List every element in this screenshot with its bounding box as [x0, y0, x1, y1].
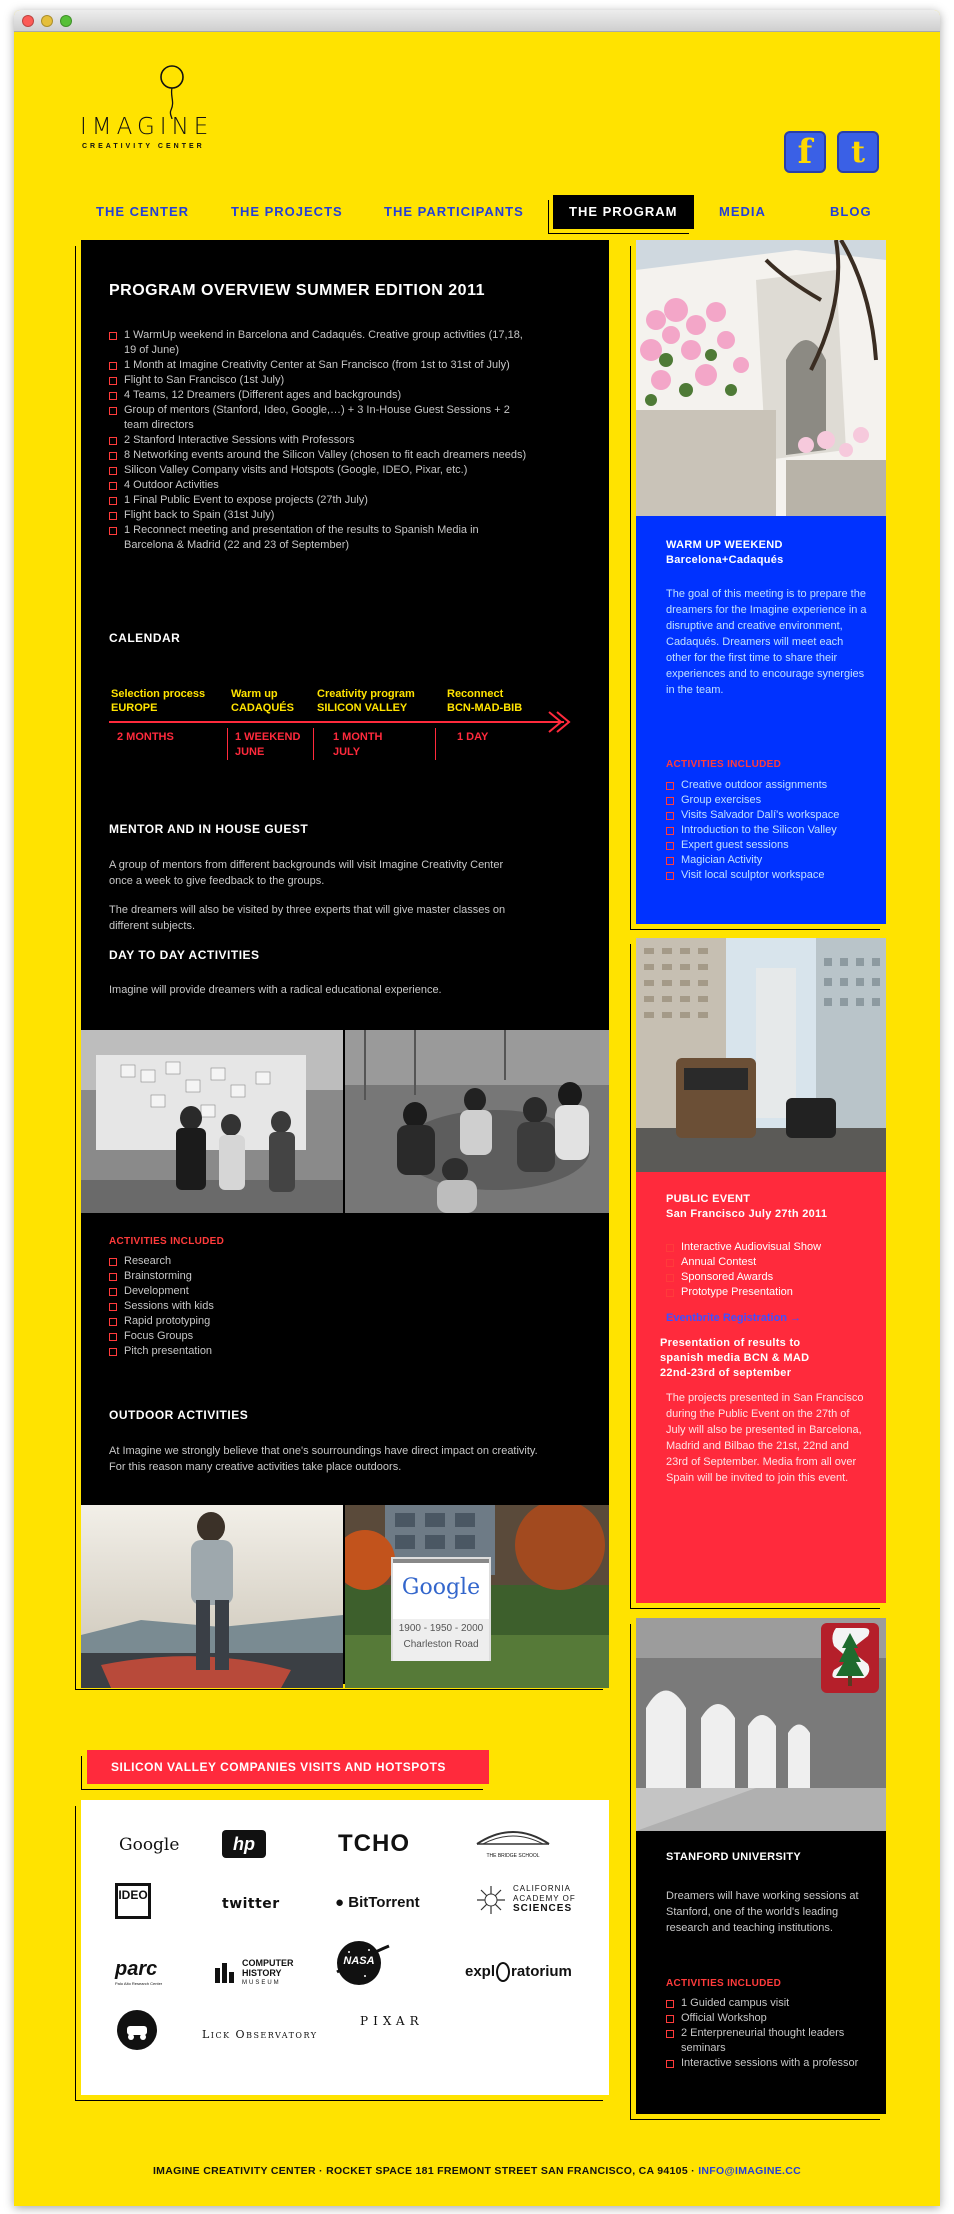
- browser-window: [14, 10, 940, 2206]
- google-campus-photo: [345, 1505, 609, 1688]
- warmup-activities-title: ACTIVITIES INCLUDED: [666, 759, 782, 770]
- warmup-title: WARM UP WEEKEND Barcelona+Cadaqués: [666, 539, 784, 566]
- program-title: PROGRAM OVERVIEW SUMMER EDITION 2011: [109, 282, 485, 299]
- presentation-text: The projects presented in San Francisco during the Public Event on the 27th of July will also be presented in Barcelona, Madrid and Bilbao the 21st, 22nd and 23rd of September. Media from all over Spain will be invited to join this event.: [666, 1392, 864, 1484]
- academy-icon: [475, 1884, 507, 1916]
- list-item: 1 Guided campus visit: [666, 1996, 881, 2011]
- calendar-stage-1: Selection process EUROPE: [111, 688, 206, 714]
- list-item: Group of mentors (Stanford, Ideo, Google,…) + 3 In-House Guest Sessions + 2 team directors: [109, 403, 529, 433]
- calendar-stage-3: Creativity program SILICON VALLEY: [317, 688, 415, 714]
- close-window-button[interactable]: [22, 15, 34, 27]
- stanford-activities-list: [666, 1996, 881, 2071]
- list-item: Magician Activity: [666, 853, 876, 868]
- google-logo[interactable]: Google: [119, 1835, 180, 1855]
- list-item: 1 Month at Imagine Creativity Center at San Francisco (from 1st to 31st of July): [109, 358, 529, 373]
- car-icon: [117, 2010, 157, 2050]
- twitter-icon: t: [851, 134, 865, 170]
- minimize-window-button[interactable]: [41, 15, 53, 27]
- list-item: Official Workshop: [666, 2011, 881, 2026]
- google-sign-street: Charleston Road: [403, 1639, 479, 1650]
- team-photo: [345, 1030, 609, 1213]
- calendar-divider: [435, 728, 436, 760]
- window-titlebar: [14, 10, 940, 32]
- presentation-title: Presentation of results to spanish media BCN & MAD 22nd-23rd of september: [660, 1337, 810, 1379]
- list-item: Flight to San Francisco (1st July): [109, 373, 529, 388]
- san-francisco-photo: [636, 938, 886, 1172]
- list-item: Creative outdoor assignments: [666, 778, 876, 793]
- stanford-panel: [636, 1618, 886, 2114]
- hotspots-title: SILICON VALLEY COMPANIES VISITS AND HOTSPOTS: [87, 1750, 489, 1784]
- bridge-school-logo[interactable]: THE BRIDGE SCHOOL: [473, 1826, 553, 1862]
- car-logo[interactable]: [117, 2010, 157, 2050]
- cadaques-photo: [636, 240, 886, 516]
- program-main-panel: [81, 240, 609, 1684]
- nav-the-projects[interactable]: THE PROJECTS: [231, 204, 343, 219]
- program-list: [109, 328, 529, 553]
- logo-tagline: CREATIVITY CENTER: [82, 143, 205, 150]
- stanford-photo: [636, 1618, 886, 1831]
- workshop-photo: [81, 1030, 343, 1213]
- logo-wordmark: IMAGINE: [80, 114, 214, 140]
- calendar-divider: [313, 728, 314, 760]
- google-sign-numbers: 1900 - 1950 - 2000: [398, 1623, 484, 1634]
- list-item: Visit local sculptor workspace: [666, 868, 876, 883]
- calendar-divider: [227, 728, 228, 760]
- exploratorium-logo[interactable]: expl ratorium: [465, 1962, 572, 1982]
- twitter-button[interactable]: [837, 131, 879, 173]
- daytoday-text: Imagine will provide dreamers with a radical educational experience.: [109, 984, 442, 996]
- twitter-logo[interactable]: twitter: [222, 1896, 280, 1912]
- calendar-duration-1: 2 MONTHS: [117, 731, 174, 743]
- list-item: 4 Outdoor Activities: [109, 478, 529, 493]
- public-event-list: [666, 1240, 876, 1300]
- google-sign: [391, 1557, 491, 1661]
- stanford-title: STANFORD UNIVERSITY: [666, 1851, 802, 1863]
- daytoday-title: DAY TO DAY ACTIVITIES: [109, 948, 260, 962]
- list-item: Focus Groups: [109, 1329, 409, 1344]
- list-item: Interactive sessions with a professor: [666, 2056, 881, 2071]
- calendar-stage-4: Reconnect BCN-MAD-BIB: [447, 688, 523, 714]
- list-item: Research: [109, 1254, 409, 1269]
- bittorrent-logo[interactable]: ● BitTorrent: [335, 1894, 420, 1911]
- nasa-logo[interactable]: NASA: [335, 1938, 391, 1988]
- chm-icon: [214, 1960, 238, 1984]
- calendar-duration-2: 1 WEEKEND JUNE: [235, 731, 301, 758]
- list-item: Expert guest sessions: [666, 838, 876, 853]
- ideo-logo[interactable]: IDEO: [115, 1883, 151, 1919]
- stanford-text: Dreamers will have working sessions at Stanford, one of the world's leading research and teaching institutions.: [666, 1890, 859, 1934]
- calendar-duration-4: 1 DAY: [457, 731, 489, 743]
- outdoor-photo: [81, 1505, 343, 1688]
- list-item: 1 Reconnect meeting and presentation of the results to Spanish Media in Barcelona & Madrid (22 and 23 of September): [109, 523, 529, 553]
- list-item: 1 WarmUp weekend in Barcelona and Cadaqués. Creative group activities (17,18, 19 of June): [109, 328, 529, 358]
- list-item: 2 Stanford Interactive Sessions with Professors: [109, 433, 529, 448]
- mentor-text-1: A group of mentors from different backgrounds will visit Imagine Creativity Center once a week to give feedback to the groups.: [109, 859, 504, 887]
- balloon-icon: [157, 64, 187, 119]
- public-event-title: PUBLIC EVENT San Francisco July 27th 2011: [666, 1193, 828, 1220]
- list-item: 2 Enterpreneurial thought leaders seminars: [666, 2026, 881, 2056]
- list-item: Sponsored Awards: [666, 1270, 876, 1285]
- list-item: Annual Contest: [666, 1255, 876, 1270]
- nav-media[interactable]: MEDIA: [719, 204, 766, 219]
- lick-observatory-logo[interactable]: Lick Observatory: [202, 2028, 318, 2041]
- list-item: Introduction to the Silicon Valley: [666, 823, 876, 838]
- page-content: [14, 32, 940, 2206]
- list-item: Pitch presentation: [109, 1344, 409, 1359]
- hp-logo[interactable]: hp: [222, 1830, 266, 1858]
- list-item: Sessions with kids: [109, 1299, 409, 1314]
- bittorrent-icon: ●: [335, 1894, 349, 1911]
- calendar-duration-3: 1 MONTH JULY: [333, 731, 383, 758]
- list-item: Silicon Valley Company visits and Hotspots (Google, IDEO, Pixar, etc.): [109, 463, 529, 478]
- list-item: Rapid prototyping: [109, 1314, 409, 1329]
- list-item: 1 Final Public Event to expose projects (27th July): [109, 493, 529, 508]
- nav-the-program[interactable]: THE PROGRAM: [553, 195, 694, 229]
- list-item: 8 Networking events around the Silicon Valley (chosen to fit each dreamers needs): [109, 448, 529, 463]
- daytoday-activities-list: [109, 1254, 409, 1359]
- outdoor-title: OUTDOOR ACTIVITIES: [109, 1408, 249, 1422]
- nav-blog[interactable]: BLOG: [830, 204, 872, 219]
- tcho-logo[interactable]: TCHO: [338, 1830, 410, 1857]
- exploratorium-o-icon: [496, 1962, 510, 1982]
- zoom-window-button[interactable]: [60, 15, 72, 27]
- warmup-panel: [636, 240, 886, 924]
- pixar-logo[interactable]: PIXAR: [360, 2014, 424, 2028]
- facebook-icon: f: [797, 132, 813, 172]
- nav-the-center[interactable]: THE CENTER: [96, 204, 190, 219]
- footer: [14, 2165, 940, 2177]
- list-item: Prototype Presentation: [666, 1285, 876, 1300]
- eventbrite-registration-link[interactable]: Eventbrite Registration →: [666, 1312, 802, 1324]
- mentor-title: MENTOR AND IN HOUSE GUEST: [109, 822, 309, 836]
- list-item: 4 Teams, 12 Dreamers (Different ages and backgrounds): [109, 388, 529, 403]
- list-item: Development: [109, 1284, 409, 1299]
- hotspots-logos-panel: Google hp TCHO THE BRIDGE SCHOOL IDEO twitter ● BitTorrent CALIFORNIA ACADEMY OF SCIENCES parc Palo Alto Research Center COMPUTER HISTORY MUSEUM NASA expl ratorium Lick Observatory PIXAR: [81, 1800, 609, 2095]
- calendar-stage-2: Warm up CADAQUÉS: [231, 688, 294, 714]
- parc-logo[interactable]: parc Palo Alto Research Center: [115, 1958, 163, 1986]
- warmup-activities-list: [666, 778, 876, 883]
- google-sign-logo: Google: [401, 1575, 481, 1600]
- footer-address: IMAGINE CREATIVITY CENTER · ROCKET SPACE 181 FREMONT STREET SAN FRANCISCO, CA 94105 ·: [152, 2165, 699, 2177]
- facebook-button[interactable]: [784, 131, 826, 173]
- list-item: Flight back to Spain (31st July): [109, 508, 529, 523]
- warmup-text: The goal of this meeting is to prepare the dreamers for the Imagine experience in a disruptive and creative environment, Cadaqués. Dreamers will meet each other for the first time to share their experiences and to encourage synergies in the team.: [666, 588, 867, 696]
- calendar-title: CALENDAR: [109, 631, 181, 645]
- list-item: Group exercises: [666, 793, 876, 808]
- public-event-panel: [636, 938, 886, 1603]
- stanford-activities-title: ACTIVITIES INCLUDED: [666, 1978, 782, 1989]
- mentor-text-2: The dreamers will also be visited by three experts that will give master classes on different subjects.: [109, 904, 506, 932]
- list-item: Visits Salvador Dalí's workspace: [666, 808, 876, 823]
- nav-the-participants[interactable]: THE PARTICIPANTS: [384, 204, 524, 219]
- list-item: Brainstorming: [109, 1269, 409, 1284]
- daytoday-activities-title: ACTIVITIES INCLUDED: [109, 1236, 225, 1247]
- footer-email-link[interactable]: INFO@IMAGINE.CC: [698, 2165, 802, 2177]
- outdoor-text: At Imagine we strongly believe that one's sourroundings have direct impact on creativity. For this reason many creative activities take place outdoors.: [109, 1445, 538, 1473]
- bridge-icon: [473, 1826, 553, 1848]
- main-nav: [14, 195, 940, 235]
- list-item: Interactive Audiovisual Show: [666, 1240, 876, 1255]
